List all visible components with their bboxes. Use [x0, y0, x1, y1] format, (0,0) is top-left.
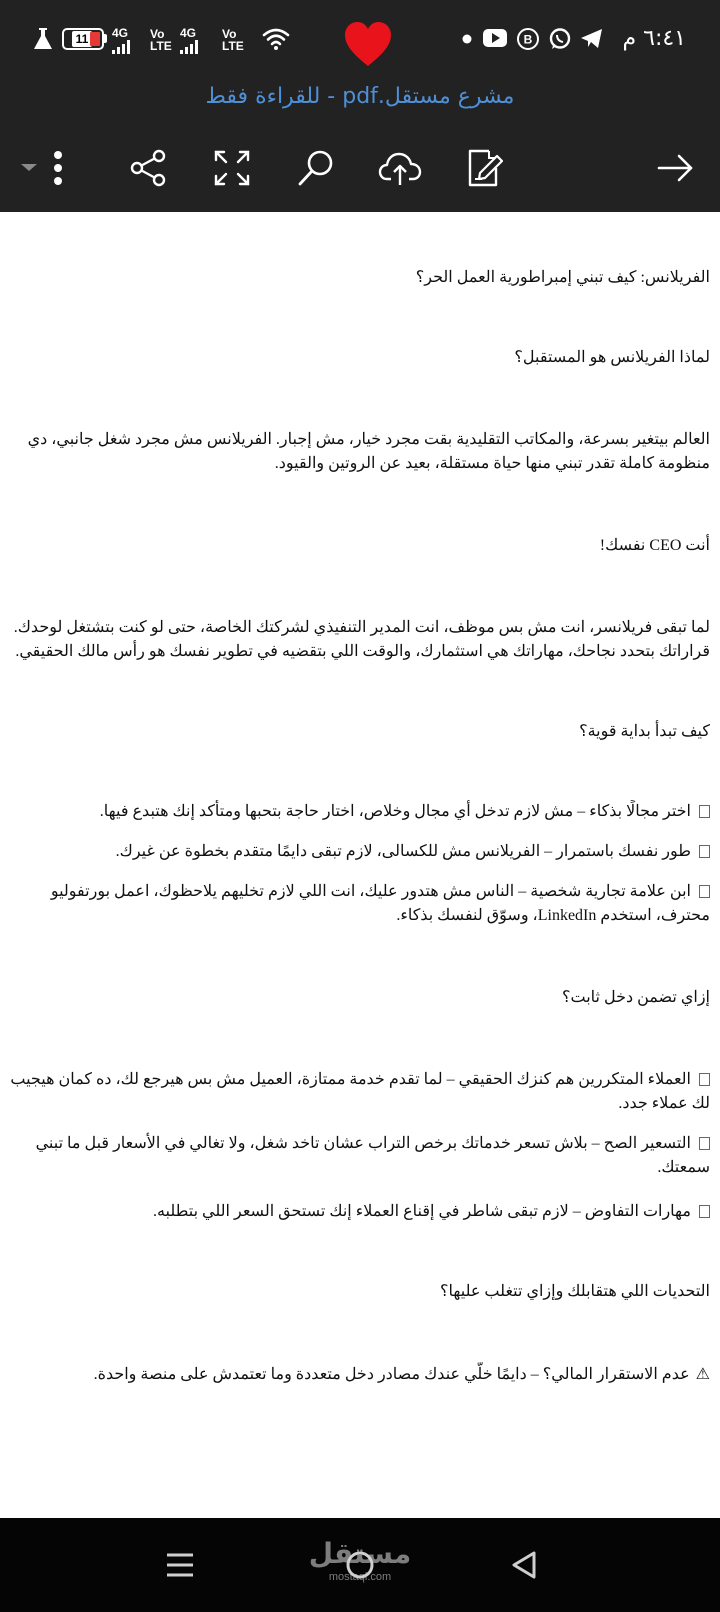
warning-icon: ⚠ — [695, 1364, 710, 1383]
doc-heading: لماذا الفريلانس هو المستقبل؟ — [514, 349, 710, 366]
doc-paragraph-line: لما تبقى فريلانسر، انت مش بس موظف، انت المدير التنفيذي لشركتك الخاصة، حتى لو كنت بتشتغل لوحدك. — [13, 619, 710, 636]
edit-icon — [465, 148, 503, 188]
doc-list-item: العملاء المتكررين هم كنزك الحقيقي – لما تقدم خدمة ممتازة، العميل مش بس هيرجع لك، ده كمان هيجيب — [10, 1068, 710, 1092]
wifi-icon — [262, 27, 290, 51]
toolbar — [0, 130, 720, 206]
battery-level: 11 — [72, 31, 92, 47]
doc-paragraph-line: محترف، استخدم LinkedIn، وسوّق لنفسك بذكاء. — [396, 907, 710, 924]
back-button[interactable] — [494, 1540, 554, 1590]
share-button[interactable] — [120, 140, 176, 196]
bullet-box-icon — [699, 1073, 710, 1086]
whatsapp-icon — [548, 27, 572, 51]
flask-icon — [32, 26, 54, 52]
doc-list-item: مهارات التفاوض – لازم تبقى شاطر في إقناع العملاء إنك تستحق السعر اللي بتطلبه. — [10, 1200, 710, 1224]
volte-top-label: Vo — [222, 27, 237, 41]
fullscreen-button[interactable] — [204, 140, 260, 196]
status-time: ٦:٤١ م — [622, 26, 686, 51]
network-type-label: 4G — [180, 26, 197, 40]
document-page[interactable] — [0, 212, 720, 1518]
doc-list-item: ابن علامة تجارية شخصية – الناس مش هتدور عليك، انت اللي لازم تخليهم يلاحظوك، اعمل بورتفوليو — [10, 880, 710, 904]
top-app-bar — [0, 0, 720, 212]
recent-apps-button[interactable] — [150, 1540, 210, 1590]
svg-text:B: B — [523, 32, 533, 47]
volte-bottom-label: LTE — [150, 39, 172, 53]
home-icon — [344, 1549, 376, 1581]
doc-heading: كيف تبدأ بداية قوية؟ — [579, 723, 710, 740]
bip-icon — [516, 27, 540, 51]
share-icon — [129, 149, 167, 187]
signal-icon — [112, 40, 130, 54]
doc-heading: الفريلانس: كيف تبني إمبراطورية العمل الحر؟ — [415, 269, 710, 286]
forward-arrow-icon — [657, 153, 695, 183]
doc-paragraph-line: قراراتك بتحدد نجاحك، مهاراتك هي استثمارك، والوقت اللي بتقضيه في تطوير نفسك هو رأس مالك الحقيقي. — [15, 643, 710, 660]
battery-icon — [62, 28, 104, 50]
search-icon — [297, 149, 335, 187]
doc-paragraph-line: العالم بيتغير بسرعة، والمكاتب التقليدية بقت مجرد خيار، مش إجبار. الفريلانس مش مجرد شغل جانبي، دي — [27, 431, 710, 448]
dropdown-icon — [19, 162, 39, 174]
watermark-arabic: مستقل — [308, 1537, 412, 1570]
doc-list-item: طور نفسك باستمرار – الفريلانس مش للكسالى، لازم تبقى دايمًا متقدم بخطوة عن غيرك. — [10, 840, 710, 864]
youtube-icon — [482, 28, 508, 48]
fullscreen-icon — [213, 149, 251, 187]
back-icon — [510, 1550, 538, 1580]
home-button[interactable] — [330, 1540, 390, 1590]
edit-button[interactable] — [456, 140, 512, 196]
more-options-icon — [52, 149, 64, 187]
navigation-bar — [0, 1518, 720, 1612]
bullet-box-icon — [699, 845, 710, 858]
heart-icon — [343, 20, 393, 70]
volte-bottom-label: LTE — [222, 39, 244, 53]
doc-list-item: ⚠عدم الاستقرار المالي؟ – دايمًا خلّي عندك مصادر دخل متعددة وما تعتمدش على منصة واحدة. — [10, 1362, 710, 1387]
document-title: مشرع مستقل.pdf - للقراءة فقط — [205, 84, 515, 109]
telegram-icon — [580, 28, 604, 50]
menu-icon — [165, 1550, 195, 1580]
doc-list-item: التسعير الصح – بلاش تسعر خدماتك برخص التراب عشان تاخد شغل، ولا تغالي في الأسعار قبل ما تبني — [10, 1132, 710, 1156]
bullet-box-icon — [699, 885, 710, 898]
doc-list-item: اختر مجالًا بذكاء – مش لازم تدخل أي مجال وخلاص، اختار حاجة بتحبها ومتأكد إنك هتبدع فيها. — [10, 800, 710, 824]
battery-tip — [104, 34, 107, 43]
battery-fill — [90, 32, 100, 46]
search-button[interactable] — [288, 140, 344, 196]
cloud-upload-button[interactable] — [372, 140, 428, 196]
forward-button[interactable] — [648, 140, 704, 196]
bullet-box-icon — [699, 805, 710, 818]
more-options-button[interactable] — [38, 140, 78, 196]
bullet-box-icon — [699, 1205, 710, 1218]
cloud-upload-icon — [378, 149, 422, 187]
status-bar — [0, 0, 720, 80]
signal-icon — [180, 40, 198, 54]
doc-heading: التحديات اللي هتقابلك وإزاي تتغلب عليها؟ — [440, 1283, 710, 1300]
doc-paragraph-line: سمعتك. — [657, 1159, 710, 1176]
network-type-label: 4G — [112, 26, 129, 40]
bullet-box-icon — [699, 1137, 710, 1150]
doc-paragraph-line: منظومة كاملة تقدر تبني منها حياة مستقلة، بعيد عن الروتين والقيود. — [274, 455, 710, 472]
doc-heading: أنت CEO نفسك! — [599, 537, 710, 554]
doc-heading: إزاي تضمن دخل ثابت؟ — [561, 989, 710, 1006]
dot-icon — [462, 34, 472, 44]
watermark-latin: mostaql.com — [328, 1571, 392, 1583]
volte-top-label: Vo — [150, 27, 165, 41]
doc-paragraph-line: لك عملاء جدد. — [618, 1095, 710, 1112]
